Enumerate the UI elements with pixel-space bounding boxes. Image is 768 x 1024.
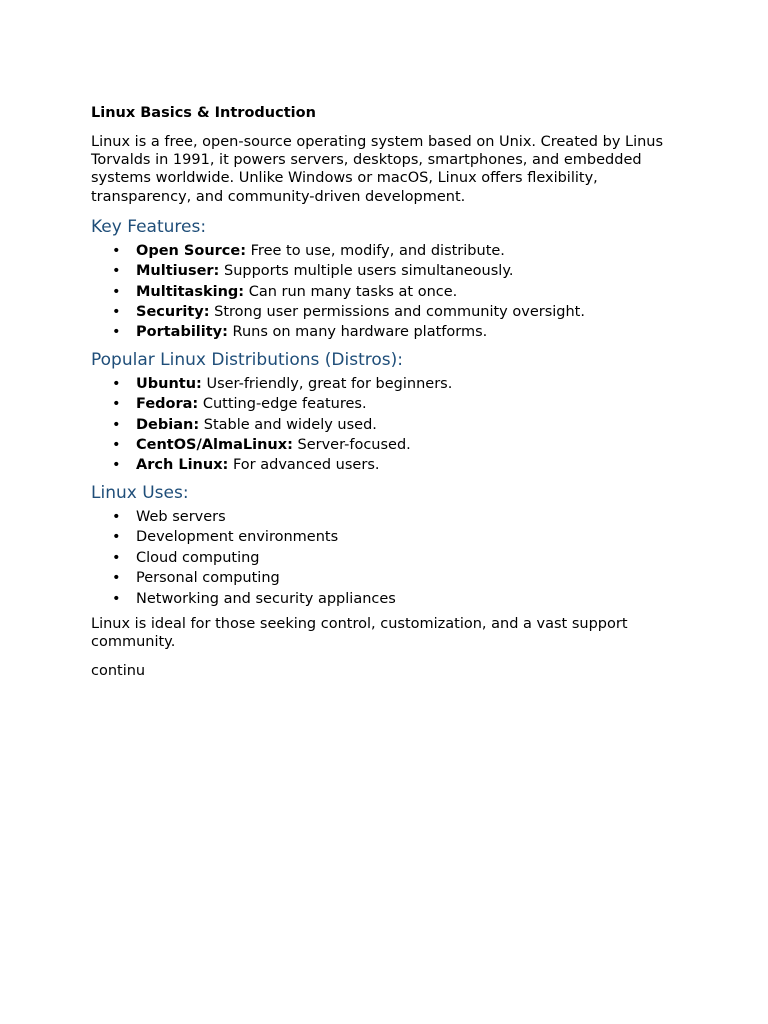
- item-text: Supports multiple users simultaneously.: [219, 263, 514, 280]
- item-text: Personal computing: [136, 570, 280, 587]
- bullet-icon: •: [112, 375, 121, 392]
- continuation-text: continu: [91, 663, 146, 680]
- intro-paragraph: Linux is a free, open-source operating system based on Unix. Created by Linus Torvalds in 1991, it powers servers, desktops, smartphones, and embedded systems worldwide. Unlike Windows or macOS, Linux offers flexibility, transparency, and community-driven development.: [91, 134, 664, 205]
- list-item: [91, 548, 691, 568]
- section-linux-uses: [91, 482, 691, 609]
- item-term: Security:: [136, 304, 210, 321]
- item-term: Arch Linux:: [136, 457, 229, 474]
- bullet-icon: •: [112, 304, 121, 321]
- section-key-features: [91, 216, 691, 343]
- item-text: Runs on many hardware platforms.: [227, 324, 488, 341]
- list-item: [91, 322, 691, 342]
- document-title: Linux Basics & Introduction: [91, 105, 316, 121]
- section-heading: Popular Linux Distributions (Distros):: [91, 349, 403, 370]
- bullet-icon: •: [112, 437, 121, 454]
- item-term: Open Source:: [136, 242, 247, 259]
- item-text: Strong user permissions and community oversight.: [209, 304, 585, 321]
- bullet-icon: •: [112, 590, 121, 607]
- section-distros: [91, 349, 691, 476]
- section-heading: Linux Uses:: [91, 482, 189, 503]
- item-term: Multitasking:: [136, 283, 245, 300]
- item-text: Cutting-edge features.: [198, 396, 367, 413]
- item-text: Web servers: [136, 508, 226, 525]
- section-heading: Key Features:: [91, 216, 207, 237]
- item-text: Cloud computing: [136, 549, 260, 566]
- item-text: Networking and security appliances: [136, 590, 396, 607]
- bullet-icon: •: [112, 570, 121, 587]
- bullet-icon: •: [112, 549, 121, 566]
- list-item: [91, 282, 691, 302]
- list-item: [91, 455, 691, 475]
- list-item: [91, 415, 691, 435]
- list-item: [91, 241, 691, 261]
- list-item: [91, 302, 691, 322]
- item-text: Free to use, modify, and distribute.: [246, 242, 505, 259]
- bullet-icon: •: [112, 416, 121, 433]
- document-page: [91, 104, 691, 680]
- item-term: Fedora:: [136, 396, 199, 413]
- item-text: Server-focused.: [292, 437, 411, 454]
- list-item: [91, 568, 691, 588]
- item-text: Can run many tasks at once.: [244, 283, 458, 300]
- list-item: [91, 261, 691, 281]
- item-term: Portability:: [136, 324, 228, 341]
- bullet-icon: •: [112, 283, 121, 300]
- list-item: [91, 394, 691, 414]
- bullet-list: [91, 374, 691, 476]
- bullet-icon: •: [112, 457, 121, 474]
- bullet-icon: •: [112, 242, 121, 259]
- list-item: [91, 435, 691, 455]
- item-term: Debian:: [136, 416, 200, 433]
- closing-paragraph: Linux is ideal for those seeking control, customization, and a vast support community.: [91, 615, 628, 651]
- list-item: [91, 374, 691, 394]
- item-term: Multiuser:: [136, 263, 220, 280]
- item-term: Ubuntu:: [136, 375, 202, 392]
- item-text: For advanced users.: [228, 457, 380, 474]
- bullet-list: [91, 507, 691, 609]
- list-item: [91, 507, 691, 527]
- bullet-icon: •: [112, 396, 121, 413]
- item-text: User-friendly, great for beginners.: [201, 375, 453, 392]
- list-item: [91, 527, 691, 547]
- bullet-icon: •: [112, 529, 121, 546]
- bullet-icon: •: [112, 508, 121, 525]
- item-text: Development environments: [136, 529, 339, 546]
- item-text: Stable and widely used.: [199, 416, 377, 433]
- item-term: CentOS/AlmaLinux:: [136, 437, 293, 454]
- bullet-list: [91, 241, 691, 343]
- bullet-icon: •: [112, 324, 121, 341]
- list-item: [91, 589, 691, 609]
- bullet-icon: •: [112, 263, 121, 280]
